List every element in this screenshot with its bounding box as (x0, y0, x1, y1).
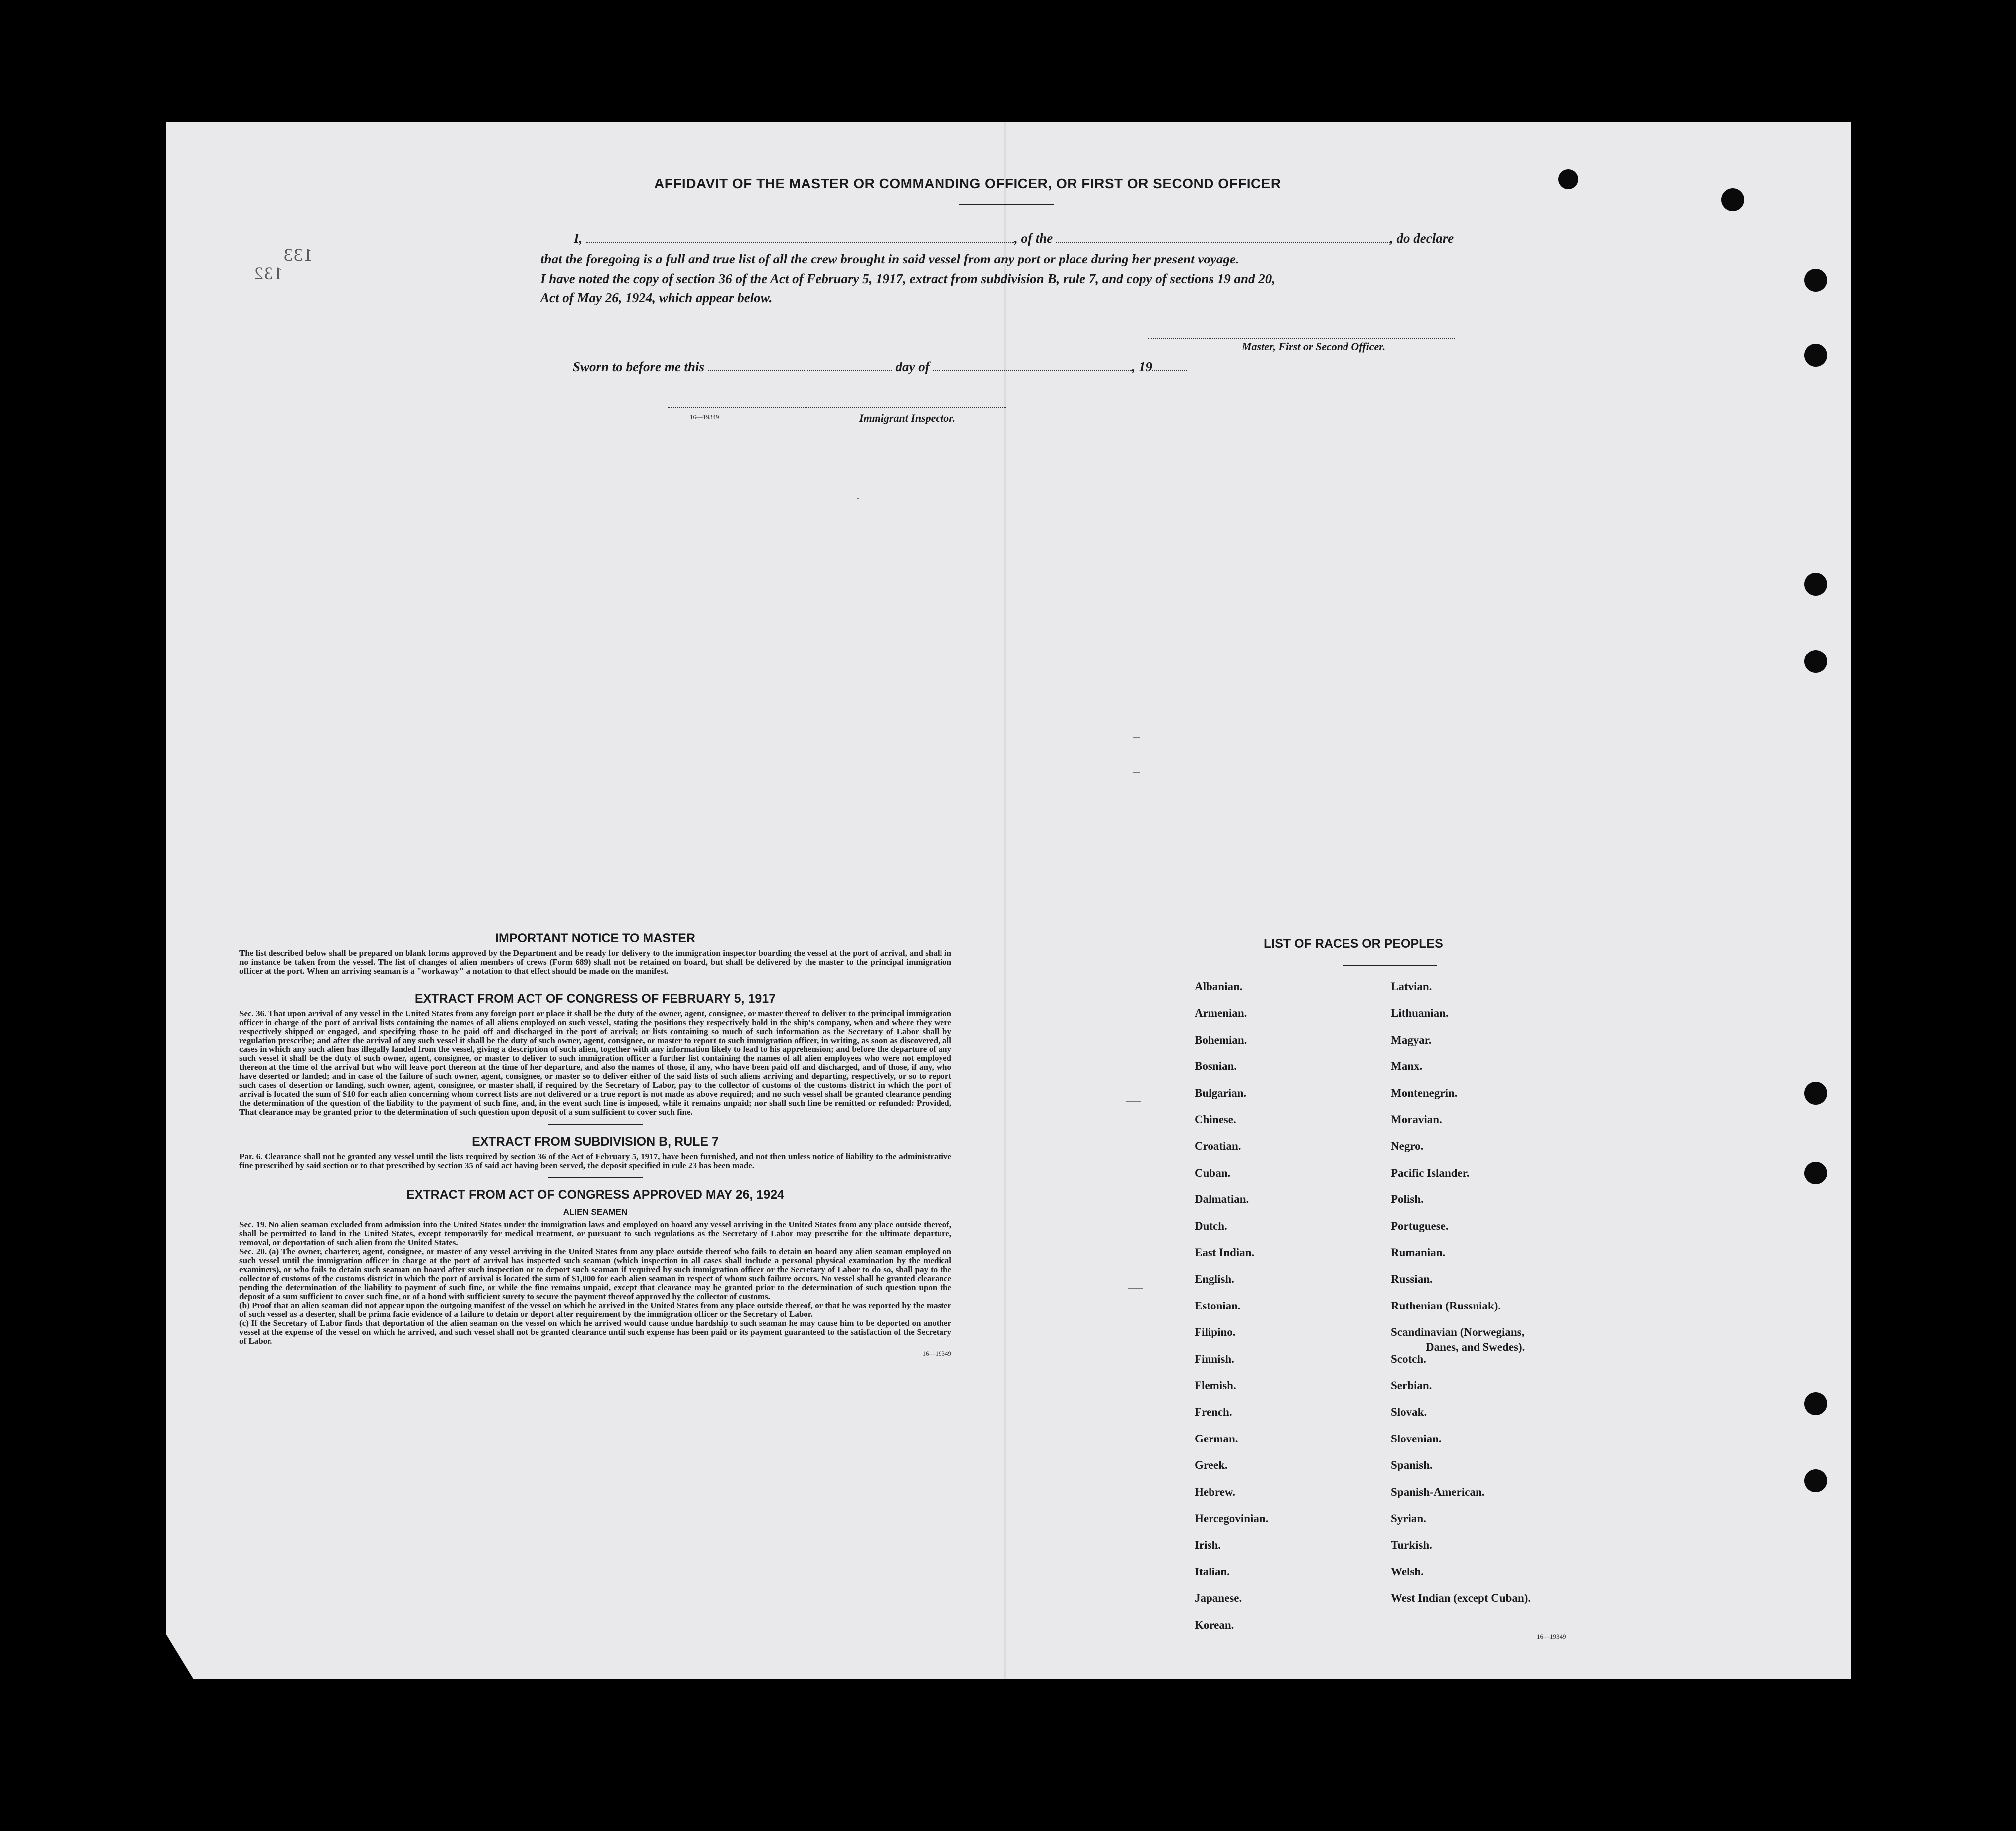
race-item: East Indian. (1195, 1246, 1255, 1259)
scan-mark (1126, 1101, 1141, 1102)
sworn-year-field[interactable] (1152, 370, 1187, 371)
punch-hole (1804, 1082, 1827, 1105)
affidavit-i: I, (574, 231, 583, 246)
race-item: Slovak. (1391, 1406, 1427, 1419)
punch-hole (1804, 269, 1827, 292)
race-item: Bohemian. (1195, 1033, 1247, 1046)
notice-title: IMPORTANT NOTICE TO MASTER (495, 931, 695, 945)
extract3-para-3: (b) Proof that an alien seaman did not appear upon the outgoing manifest of the vessel on which he arrived in the United States from any place outside thereof, or that he was reported by the master of such vessel as a deserter, shall be prima facie evidence of a failure to detain or deport after requirement by the immigration officer or the Secretary of Labor. (239, 1301, 951, 1319)
race-item: Welsh. (1391, 1565, 1424, 1578)
race-item: Chinese. (1195, 1113, 1236, 1126)
affidavit-title: AFFIDAVIT OF THE MASTER OR COMMANDING OFFICER, OR FIRST OR SECOND OFFICER (654, 176, 1281, 191)
notice-text: The list described below shall be prepared on blank forms approved by the Department and be ready for delivery to the immigration inspector boarding the vessel at the port of arrival, and shall in no instance be taken from the vessel. The list of changes of alien members of crews (Form 689) shall not be retained on board, but shall be delivered by the master to the principal immigration officer at the port. When an arriving seaman is a "workaway" a notation to that effect should be made on the manifest. (239, 948, 951, 976)
race-item: Greek. (1195, 1459, 1228, 1472)
punch-hole (1804, 344, 1827, 367)
race-item: Spanish. (1391, 1459, 1433, 1472)
race-item: Japanese. (1195, 1592, 1242, 1605)
race-item: Portuguese. (1391, 1219, 1449, 1232)
race-item: German. (1195, 1432, 1238, 1445)
race-item: Lithuanian. (1391, 1007, 1449, 1020)
race-item: Turkish. (1391, 1539, 1432, 1552)
signature-label: Master, First or Second Officer. (1242, 340, 1386, 353)
document-sheet (166, 122, 1851, 1679)
day-of-text: day of (895, 359, 930, 374)
scan-mark (1133, 772, 1140, 773)
race-item: Scandinavian (Norwegians, (1391, 1326, 1525, 1339)
race-item: Manx. (1391, 1060, 1423, 1073)
race-item: Flemish. (1195, 1379, 1236, 1392)
extract3-para-4: (c) If the Secretary of Labor finds that deportation of the alien seaman on the vessel on which he arrived would cause undue hardship to such seaman he may cause him to be deported on another vessel at the expense of the vessel on which he arrived, and such vessel shall not be granted clearance until such expense has been paid or its payment guaranteed to the satisfaction of the Secretary of Labor. (239, 1318, 951, 1346)
races-title: LIST OF RACES OR PEOPLES (1264, 937, 1443, 951)
race-item: Syrian. (1391, 1512, 1426, 1525)
affidavit-do-declare: , do declare (1390, 231, 1454, 246)
race-item: Cuban. (1195, 1166, 1231, 1179)
punch-hole (1804, 650, 1827, 673)
race-item: Bulgarian. (1195, 1086, 1247, 1099)
punch-hole (1804, 1392, 1827, 1415)
race-item: Ruthenian (Russniak). (1391, 1299, 1501, 1312)
punch-hole (1804, 573, 1827, 596)
affidavit-line-1 (574, 231, 1454, 246)
officer-name-field[interactable] (586, 242, 1014, 243)
race-item: Bosnian. (1195, 1060, 1237, 1073)
race-item: Hebrew. (1195, 1485, 1235, 1498)
sworn-line (573, 359, 1187, 375)
extract3-body (239, 1220, 951, 1346)
extract3-para-1: Sec. 19. No alien seaman excluded from admission into the United States under the immigration laws and employed on board any vessel arriving in the United States from any place outside thereof, shall be permitted to land in the United States, except temporarily for medical treatment, or pursuant to such regulations as the Secretary of Labor may prescribe for the ultimate departure, removal, or deportation of such alien from the United States. (239, 1220, 951, 1247)
notice-section (239, 931, 951, 1358)
race-item: French. (1195, 1406, 1232, 1419)
race-item: Croatian. (1195, 1140, 1241, 1153)
extract1-title: EXTRACT FROM ACT OF CONGRESS OF FEBRUARY 5, 1917 (414, 992, 776, 1006)
race-item: Hercegovinian. (1195, 1512, 1269, 1525)
extract3-subtitle: ALIEN SEAMEN (563, 1207, 628, 1217)
year-prefix: , 19 (1132, 359, 1153, 374)
affidavit-line-4: Act of May 26, 1924, which appear below. (540, 290, 773, 305)
race-item: Italian. (1195, 1565, 1230, 1578)
extract3-para-2: Sec. 20. (a) The owner, charterer, agent, consignee, or master of any vessel arriving in the United States from any place outside thereof who fails to detain on board any alien seaman employed on such vessel until the immigration officer in charge at the port of arrival has inspected such seaman (which inspection in all cases shall include a personal physical examination by the medical examiners), or who fails to detain such seaman on board after such inspection or to deport such seaman if required by such immigration officer or the Secretary of Labor to do so, shall pay to the collector of customs of the customs district in which the port of arrival is located the sum of $1,000 for each alien seaman in respect of whom such failure occurs. No vessel shall be granted clearance pending the determination of the liability to payment of such fine, or while the fine remains unpaid, except that clearance may be granted prior to the determination of such question upon the deposit of a sum sufficient to cover such fine, or of a bond with sufficient surety to secure the payment thereof approved by the collector of customs. (239, 1247, 951, 1301)
punch-hole (1804, 1162, 1827, 1184)
races-title-underline (1343, 965, 1437, 966)
race-item: Russian. (1391, 1273, 1433, 1286)
stamp-number-bottom: 132 (253, 263, 283, 283)
sworn-text: Sworn to before me this (573, 359, 705, 374)
race-item: West Indian (except Cuban). (1391, 1592, 1531, 1605)
punch-hole (1804, 1469, 1827, 1492)
race-item: Armenian. (1195, 1007, 1247, 1020)
inspector-signature-field[interactable] (668, 407, 1006, 408)
race-item: English. (1195, 1273, 1234, 1286)
race-item: Danes, and Swedes). (1426, 1341, 1525, 1354)
race-item: Korean. (1195, 1618, 1234, 1631)
scan-mark (1128, 1288, 1143, 1289)
vessel-name-field[interactable] (1056, 242, 1390, 243)
title-underline (959, 204, 1054, 205)
race-item: Pacific Islander. (1391, 1166, 1470, 1179)
scan-mark (857, 498, 859, 499)
race-item: Dalmatian. (1195, 1193, 1249, 1206)
stamp-number-top: 133 (283, 245, 313, 264)
form-code-right: 16—19349 (1537, 1633, 1566, 1640)
extract2-title: EXTRACT FROM SUBDIVISION B, RULE 7 (472, 1135, 719, 1149)
punch-hole (1721, 188, 1744, 211)
section-divider (548, 1124, 643, 1125)
inspector-label: Immigrant Inspector. (859, 412, 956, 424)
extract1-text: Sec. 36. That upon arrival of any vessel in the United States from any foreign port or place it shall be the duty of the owner, agent, consignee, or master thereof to deliver to the principal immigration officer in charge of the port of arrival lists containing the names of all aliens employed on such vessel, stating the positions they respectively hold in the ship's company, when and where they were respectively shipped or engaged, and specifying those to be paid off and discharged in the port of arrival; or lists containing so much of such information as the Secretary of Labor shall by regulation prescribe; and after the arrival of any such vessel it shall be the duty of such owner, agent, consignee, or master to report to such immigration officer, in writing, as soon as discovered, all cases in which any such alien has illegally landed from the vessel, giving a description of such alien, together with any information likely to lead to his apprehension; and before the departure of any such vessel it shall be the duty of such owner, agent, consignee, or master to deliver to such immigration officer a further list containing the names of all alien employees who were not employed thereon at the time of the arrival but who will leave port thereon at the time of her departure, and also the names of those, if any, who have been paid off and discharged, and of those, if any, who have deserted or landed; and in case of the failure of such owner, agent, consignee, or master so to deliver either of the said lists of such aliens arriving and departing, respectively, or so to report such cases of desertion or landing, such owner, agent, consignee, or master shall, if required by the Secretary of Labor, pay to the collector of customs of the customs district in which the port of arrival is located the sum of $10 for each alien concerning whom correct lists are not delivered or a true report is not made as above required; and no such vessel shall be granted clearance pending the determination of the question of the liability to the payment of such fine, and, in the event such fine is imposed, while it remains unpaid; nor shall such fine be remitted or refunded: Provided, That clearance may be granted prior to the determination of such question upon deposit of a sum sufficient to cover such fine. (239, 1009, 951, 1117)
affidavit-line-3: I have noted the copy of section 36 of the Act of February 5, 1917, extract from subdivision B, rule 7, and copy of sections 19 and 20, (540, 271, 1275, 286)
form-code-top: 16—19349 (690, 413, 719, 421)
torn-corner (166, 1634, 193, 1679)
sworn-day-field[interactable] (708, 370, 892, 371)
race-item: Scotch. (1391, 1352, 1426, 1365)
page-fold (1004, 122, 1006, 1679)
race-item: Slovenian. (1391, 1432, 1442, 1445)
race-item: Montenegrin. (1391, 1086, 1458, 1099)
race-item: Spanish-American. (1391, 1485, 1485, 1498)
signature-field[interactable] (1148, 338, 1455, 339)
punch-hole (1558, 169, 1578, 189)
section-divider (548, 1177, 643, 1178)
race-item: Irish. (1195, 1539, 1221, 1552)
race-item: Estonian. (1195, 1299, 1241, 1312)
extract3-title: EXTRACT FROM ACT OF CONGRESS APPROVED MAY 26, 1924 (406, 1188, 785, 1202)
race-item: Finnish. (1195, 1352, 1234, 1365)
race-item: Albanian. (1195, 980, 1243, 993)
race-item: Rumanian. (1391, 1246, 1446, 1259)
affidavit-of-the: , of the (1014, 231, 1053, 246)
race-item: Moravian. (1391, 1113, 1442, 1126)
affidavit-line-2: that the foregoing is a full and true list of all the crew brought in said vessel from any port or place during her present voyage. (540, 252, 1239, 266)
extract2-text: Par. 6. Clearance shall not be granted any vessel until the lists required by section 36 of the Act of February 5, 1917, have been furnished, and not then unless notice of liability to the administrative fine prescribed by said section or to that prescribed by section 35 of said act having been served, the deposit specified in rule 23 has been made. (239, 1152, 951, 1170)
form-code-left: 16—19349 (922, 1350, 951, 1357)
race-item: Negro. (1391, 1140, 1424, 1153)
sworn-month-field[interactable] (933, 370, 1132, 371)
race-item: Serbian. (1391, 1379, 1432, 1392)
race-item: Latvian. (1391, 980, 1432, 993)
race-item: Magyar. (1391, 1033, 1432, 1046)
scan-mark (1133, 737, 1140, 738)
race-item: Dutch. (1195, 1219, 1227, 1232)
race-item: Polish. (1391, 1193, 1424, 1206)
race-item: Filipino. (1195, 1326, 1236, 1339)
